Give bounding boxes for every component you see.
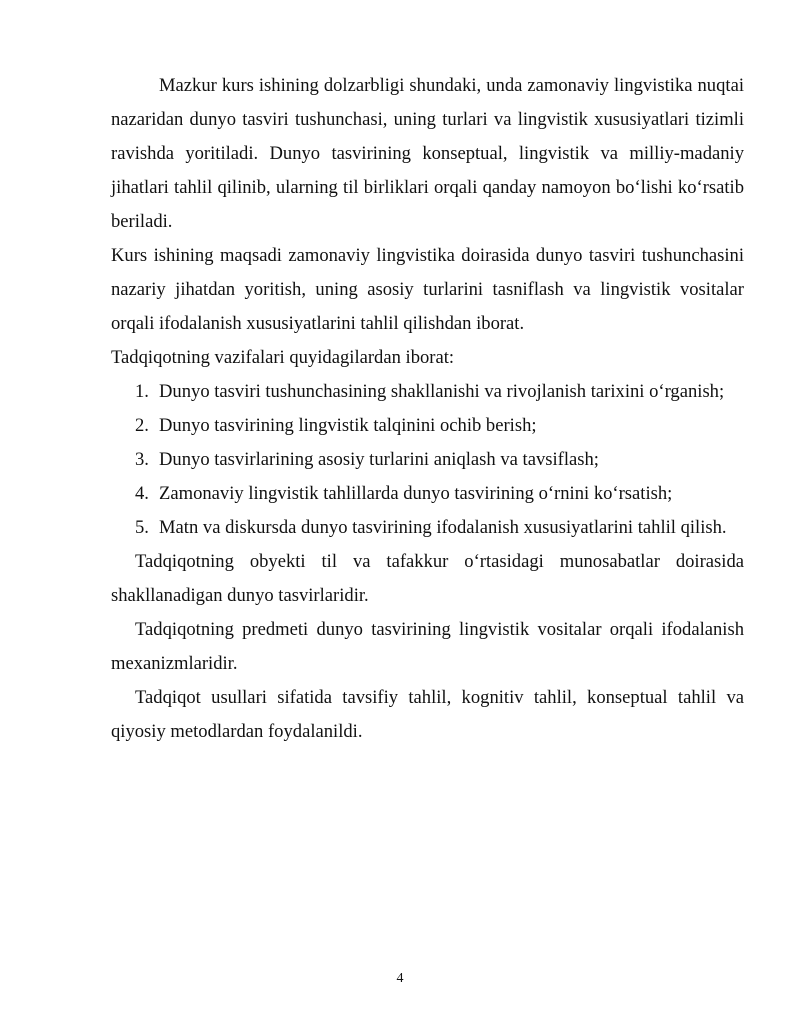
page-body xyxy=(111,69,744,749)
list-item xyxy=(135,511,744,545)
methods-paragraph: Tadqiqot usullari sifatida tavsifiy tahlil, kognitiv tahlil, konseptual tahlil va qiyosiy metodlardan foydalanildi. xyxy=(111,687,744,742)
list-item-number: 4. xyxy=(135,483,149,504)
relevance-paragraph: Mazkur kurs ishining dolzarbligi shundaki, unda zamonaviy lingvistika nuqtai nazaridan dunyo tasviri tushunchasi, uning turlari va lingvistik xususiyatlari tizimli ravishda yoritiladi. Dunyo tasvirining konseptual, lingvistik va milliy-madaniy jihatlari tahlil qilinib, ularning til birliklari orqali qanday namoyon bo‘lishi ko‘rsatib beriladi. xyxy=(111,75,744,232)
list-item-number: 2. xyxy=(135,415,149,436)
tasks-intro: Tadqiqotning vazifalari quyidagilardan iborat: xyxy=(111,347,455,368)
page-number: 4 xyxy=(396,971,404,986)
list-item xyxy=(135,477,744,511)
subject-paragraph: Tadqiqotning predmeti dunyo tasvirining lingvistik vositalar orqali ifodalanish mexanizmlaridir. xyxy=(111,619,744,674)
list-item-text: Matn va diskursda dunyo tasvirining ifodalanish xususiyatlarini tahlil qilish. xyxy=(159,517,727,538)
object-paragraph: Tadqiqotning obyekti til va tafakkur o‘rtasidagi munosabatlar doirasida shakllanadigan dunyo tasvirlaridir. xyxy=(111,551,744,606)
list-item-text: Dunyo tasviri tushunchasining shakllanishi va rivojlanish tarixini o‘rganish; xyxy=(159,381,725,402)
list-item-number: 3. xyxy=(135,449,149,470)
list-item-number: 1. xyxy=(135,381,149,402)
list-item xyxy=(135,443,744,477)
list-item-number: 5. xyxy=(135,517,149,538)
list-item-text: Dunyo tasvirlarining asosiy turlarini aniqlash va tavsiflash; xyxy=(159,449,599,470)
list-item xyxy=(135,409,744,443)
list-item xyxy=(135,375,744,409)
list-item-text: Zamonaviy lingvistik tahlillarda dunyo tasvirining o‘rnini ko‘rsatish; xyxy=(159,483,673,504)
goal-paragraph: Kurs ishining maqsadi zamonaviy lingvistika doirasida dunyo tasviri tushunchasini nazariy jihatdan yoritish, uning asosiy turlarini tasniflash va lingvistik vositalar orqali ifodalanish xususiyatlarini tahlil qilishdan iborat. xyxy=(111,245,744,334)
list-item-text: Dunyo tasvirining lingvistik talqinini ochib berish; xyxy=(159,415,537,436)
tasks-list xyxy=(111,375,744,545)
